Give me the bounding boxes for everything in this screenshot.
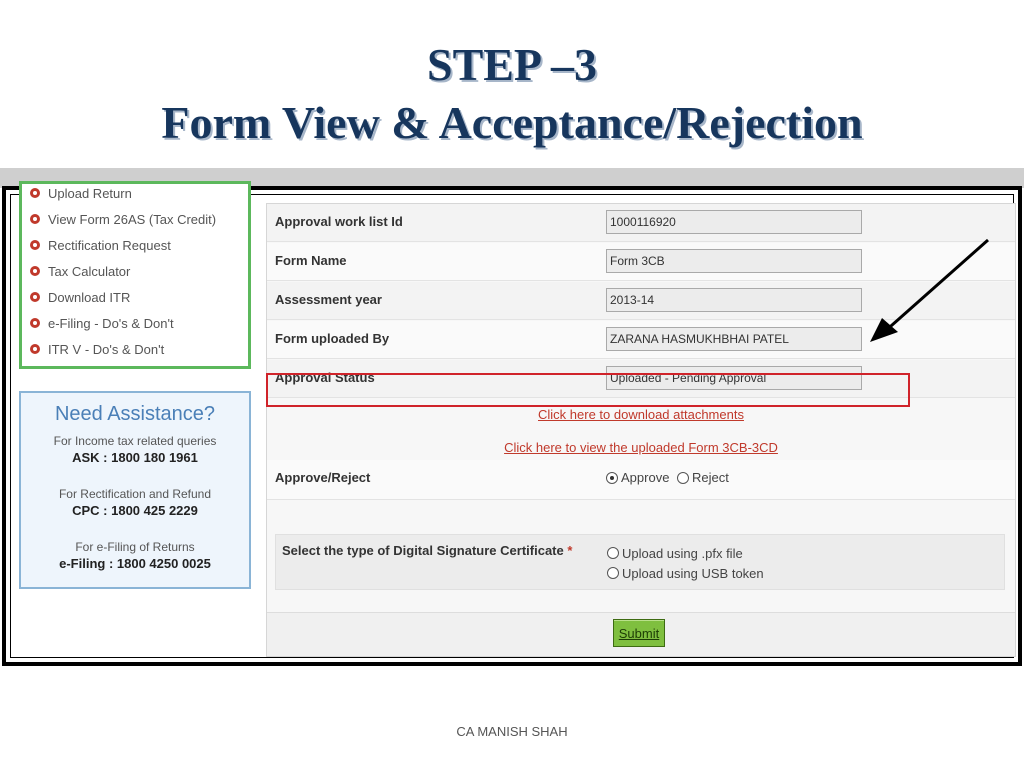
sidebar-item-label: Download ITR — [48, 289, 131, 305]
form-row-approval-status — [267, 360, 1015, 398]
radio-unchecked-icon — [607, 567, 619, 579]
field-label: Assessment year — [275, 292, 382, 307]
field-label: Approval Status — [275, 370, 375, 385]
pointer-arrow-icon — [860, 230, 1000, 350]
form-row-approve-reject — [267, 460, 1015, 500]
bullet-icon — [30, 318, 40, 328]
sidebar-item-rectification-request[interactable] — [30, 232, 248, 258]
slide-title-subtitle: Form View & Acceptance/Rejection — [161, 97, 863, 148]
assistance-query-efiling: For e-Filing of Returns — [75, 540, 195, 554]
reject-radio[interactable] — [677, 470, 729, 485]
sidebar-item-tax-calculator[interactable] — [30, 258, 248, 284]
assistance-number-efiling: e-Filing : 1800 4250 0025 — [59, 556, 211, 571]
sidebar-item-view-form-26as[interactable] — [30, 206, 248, 232]
field-label: Form uploaded By — [275, 331, 390, 346]
dsc-section — [275, 534, 1005, 590]
assistance-number-ask: ASK : 1800 180 1961 — [72, 450, 198, 465]
field-label: Approve/Reject — [275, 470, 371, 485]
slide-footer: CA MANISH SHAH — [456, 724, 568, 739]
field-label: Approval work list Id — [275, 214, 403, 229]
approve-radio[interactable] — [606, 470, 669, 485]
dsc-usb-label: Upload using USB token — [622, 565, 764, 581]
assistance-title: Need Assistance? — [54, 403, 216, 425]
form-name-field[interactable] — [606, 249, 862, 273]
uploaded-by-field[interactable] — [606, 327, 862, 351]
sidebar-item-download-itr[interactable] — [30, 284, 248, 310]
bullet-icon — [30, 292, 40, 302]
radio-unchecked-icon — [677, 472, 689, 484]
approve-reject-radio-group — [606, 470, 733, 487]
need-assistance-panel — [19, 391, 251, 589]
radio-unchecked-icon — [607, 547, 619, 559]
bullet-icon — [30, 240, 40, 250]
approve-radio-label: Approve — [621, 470, 670, 485]
sidebar-item-efiling-dos-donts[interactable] — [30, 310, 248, 336]
dsc-radio-group — [607, 543, 764, 583]
worklist-id-field[interactable] — [606, 210, 862, 234]
field-label: Form Name — [275, 253, 347, 268]
view-form-link[interactable]: Click here to view the uploaded Form 3CB-3CD — [504, 440, 778, 455]
sidebar-item-label: Upload Return — [48, 185, 132, 201]
assistance-number-cpc: CPC : 1800 425 2229 — [72, 503, 198, 518]
submit-row — [267, 612, 1015, 656]
bullet-icon — [30, 266, 40, 276]
reject-radio-label: Reject — [692, 470, 729, 485]
sidebar-item-label: View Form 26AS (Tax Credit) — [48, 211, 217, 227]
bullet-icon — [30, 188, 40, 198]
assistance-query-refund: For Rectification and Refund — [58, 487, 212, 501]
sidebar-item-label: ITR V - Do's & Don't — [48, 341, 165, 357]
sidebar-item-label: Rectification Request — [48, 237, 171, 253]
dsc-usb-radio[interactable] — [607, 563, 764, 583]
download-attachments-row — [267, 407, 1015, 422]
assessment-year-field[interactable] — [606, 288, 862, 312]
sidebar-item-label: e-Filing - Do's & Don't — [48, 315, 174, 331]
sidebar-item-label: Tax Calculator — [48, 263, 131, 279]
slide-title-step: STEP –3 — [426, 39, 597, 90]
slide-title — [0, 36, 1024, 152]
download-attachments-link[interactable]: Click here to download attachments — [538, 407, 744, 422]
bullet-icon — [30, 214, 40, 224]
bullet-icon — [30, 344, 40, 354]
dsc-pfx-radio[interactable] — [607, 543, 764, 563]
radio-checked-icon — [606, 472, 618, 484]
sidebar-item-upload-return[interactable] — [30, 180, 248, 206]
required-asterisk: * — [567, 543, 573, 558]
assistance-query-it: For Income tax related queries — [53, 434, 217, 448]
dsc-label: Select the type of Digital Signature Certificate * — [282, 543, 573, 558]
sidebar-item-itrv-dos-donts[interactable] — [30, 336, 248, 362]
dsc-pfx-label: Upload using .pfx file — [622, 545, 743, 561]
sidebar-nav — [19, 181, 251, 369]
approval-status-field[interactable] — [606, 366, 862, 390]
view-form-row — [267, 440, 1015, 455]
submit-button[interactable]: Submit — [613, 619, 665, 647]
